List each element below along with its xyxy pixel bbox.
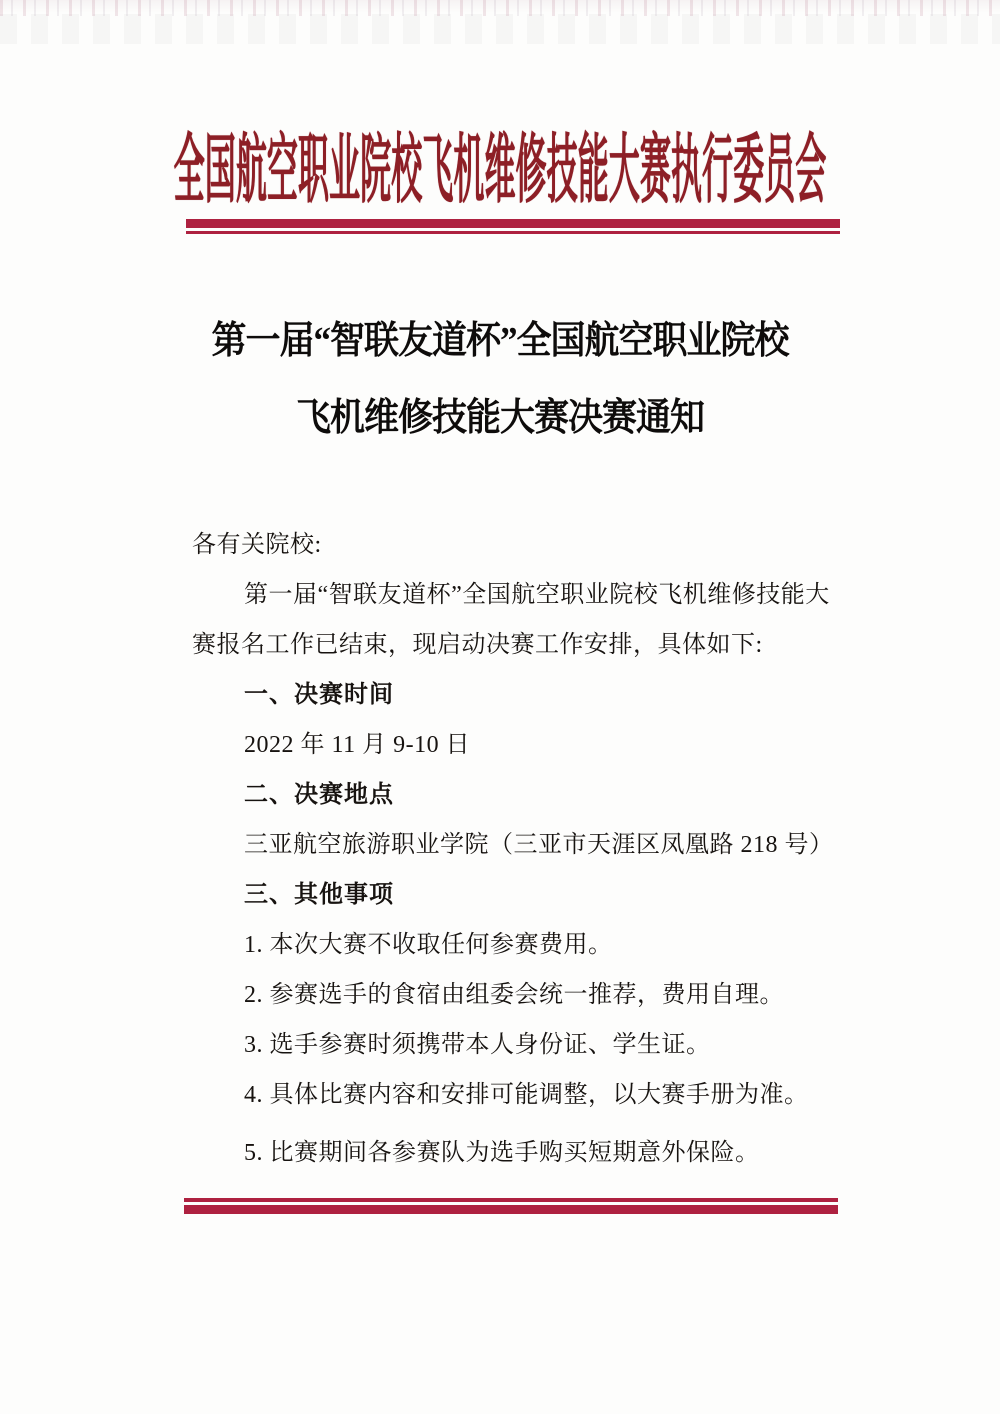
document-title-line-2: 飞机维修技能大赛决赛通知: [295, 396, 704, 439]
line-spacer: [192, 1120, 852, 1128]
letterhead-rule-thick: [186, 219, 840, 228]
notice-body: [192, 520, 852, 1178]
letterhead-committee-name: 全国航空职业院校飞机维修技能大赛执行委员会: [173, 129, 827, 213]
greeting-line: 各有关院校:: [192, 532, 322, 558]
notice-item-2: 2. 参赛选手的食宿由组委会统一推荐，费用自理。: [244, 982, 784, 1008]
section-2-heading: 二、决赛地点: [244, 781, 394, 808]
section-1-heading: 一、决赛时间: [244, 681, 394, 708]
section-3-heading: 三、其他事项: [244, 881, 394, 908]
letterhead: [0, 118, 1000, 213]
section-2-venue: 三亚航空旅游职业学院（三亚市天涯区凤凰路 218 号）: [244, 832, 834, 858]
document-title: [0, 316, 1000, 443]
footer-rule-thick: [184, 1205, 838, 1214]
notice-item-5: 5. 比赛期间各参赛队为选手购买短期意外保险。: [244, 1140, 760, 1166]
scan-noise-artifact: [0, 14, 1000, 44]
intro-paragraph-line-1: 第一届“智联友道杯”全国航空职业院校飞机维修技能大: [244, 582, 830, 608]
section-1-date: 2022 年 11 月 9-10 日: [244, 732, 471, 758]
notice-item-3: 3. 选手参赛时须携带本人身份证、学生证。: [244, 1032, 711, 1058]
document-title-line-1: 第一届“智联友道杯”全国航空职业院校: [211, 319, 789, 362]
intro-paragraph-line-2: 赛报名工作已结束，现启动决赛工作安排，具体如下:: [192, 632, 763, 658]
notice-item-1: 1. 本次大赛不收取任何参赛费用。: [244, 932, 613, 958]
letterhead-rule-thin: [186, 231, 840, 234]
notice-item-4: 4. 具体比赛内容和安排可能调整，以大赛手册为准。: [244, 1082, 809, 1108]
footer-rule-thin: [184, 1198, 838, 1202]
